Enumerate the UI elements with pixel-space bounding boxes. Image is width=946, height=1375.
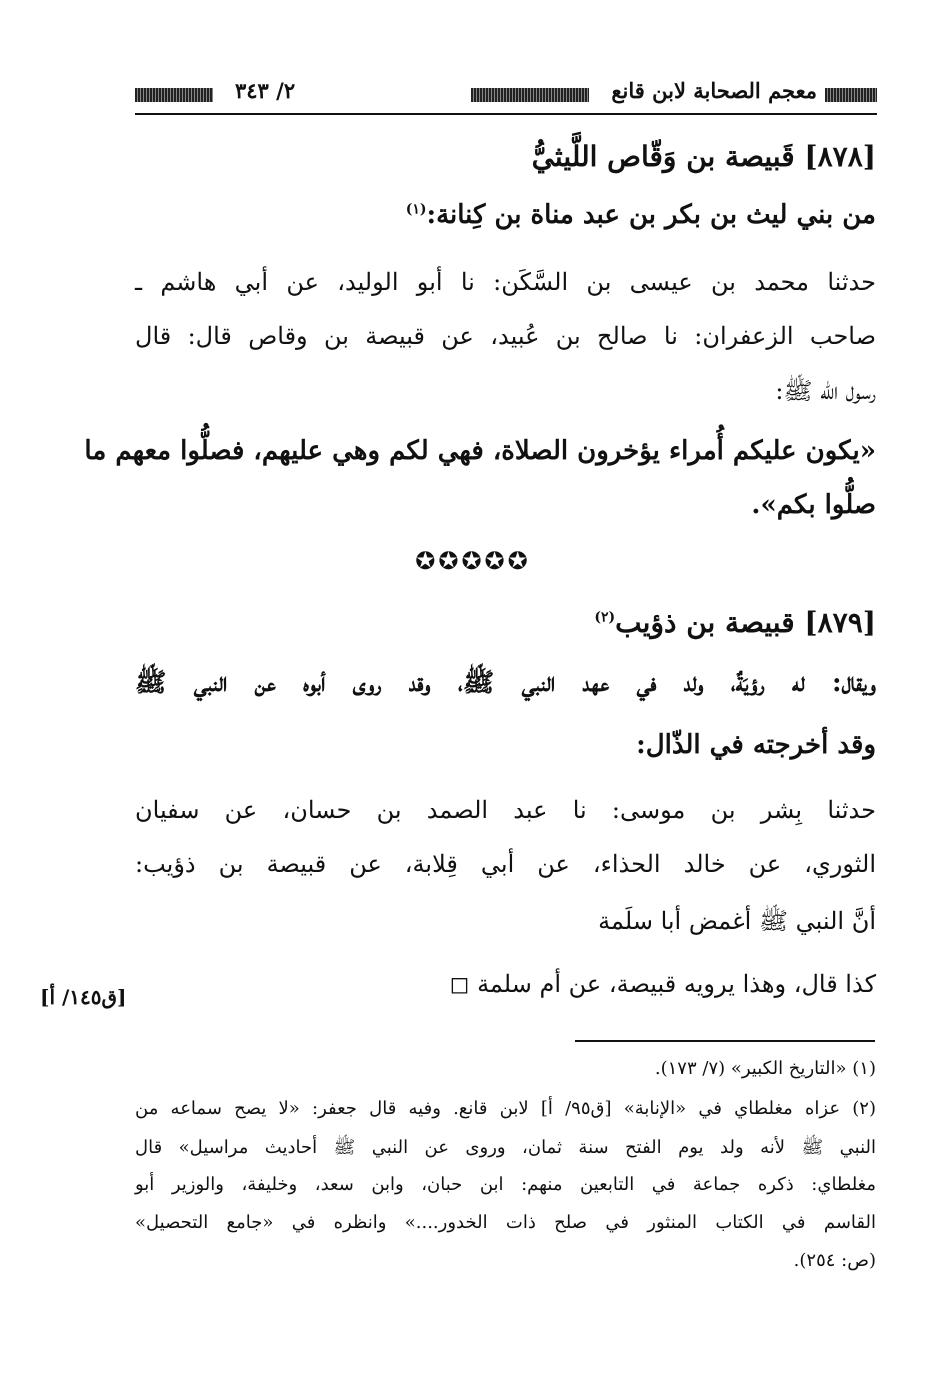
manuscript-folio-note: [ق١٤٥/ أ] (40, 985, 127, 1009)
footnote-2-line-1: (٢) عزاه مغلطاي في «الإنابة» [ق٩٥/ أ] لابن قانع. وفيه قال جعفر: «لا يصح سماعه من (135, 1098, 876, 1119)
header-ornament-right (825, 88, 877, 102)
footnote-ref-1: (١) (405, 201, 427, 218)
end-mark: ◻ (449, 970, 470, 998)
footnote-2-line-2: النبي ﷺ لأنه ولد يوم الفتح سنة ثمان، وروى عن النبي ﷺ أحاديث مراسيل» قال (135, 1137, 876, 1158)
header-ornament-middle (471, 88, 589, 102)
entry-879-note-line-1: ويقال: له رؤيَةٌ، ولد في عهد النبي ﷺ، وقد روى أبوه عن النبي ﷺ (135, 668, 876, 698)
footnote-rule (575, 1040, 875, 1042)
footnote-1: (١) «التاريخ الكبير» (٧/ ١٧٣). (654, 1058, 876, 1079)
entry-879-comment-text: كذا قال، وهذا يرويه قبيصة، عن أم سلمة (477, 970, 876, 998)
entry-879-note-line-2: وقد أخرجته في الذّال: (636, 730, 876, 760)
header-page-number: ٢/ ٣٤٣ (235, 78, 296, 103)
entry-878-hadith-line-1: «يكون عليكم أُمراء يؤخرون الصلاة، فهي لكم وهي عليهم، فصلُّوا معهم ما (84, 436, 876, 466)
entry-879-title (594, 606, 876, 639)
entry-879-matn-line: أنَّ النبي ﷺ أغمض أبا سلَمة (598, 907, 876, 935)
header-book-title: معجم الصحابة لابن قانع (611, 78, 817, 103)
header-ornament-left (135, 88, 213, 102)
header-rule (135, 113, 877, 115)
entry-878-hadith-line-2: صلُّوا بكم». (751, 490, 876, 520)
footnote-ref-2: (٢) (594, 609, 616, 626)
entry-878-lineage (406, 200, 876, 230)
entry-879-title-text: [٨٧٩] قبيصة بن ذؤيب (615, 606, 876, 639)
running-header (135, 78, 877, 108)
entry-879-comment-line (450, 970, 877, 998)
entry-878-isnad-line-3: رسول الله ﷺ: (775, 377, 876, 405)
entry-878-isnad-line-2: صاحب الزعفران: نا صالح بن عُبيد، عن قبيصة بن وقاص قال: قال (135, 322, 877, 350)
footnote-2-line-5: (ص: ٢٥٤). (793, 1250, 876, 1271)
footnote-2-line-4: القاسم في الكتاب المنثور في صلح ذات الخدور....» وانظره في «جامع التحصيل» (135, 1212, 876, 1233)
entry-878-lineage-text: من بني ليث بن بكر بن عبد مناة بن كِنانة: (426, 200, 876, 230)
entry-879-isnad-line-2: الثوري، عن خالد الحذاء، عن أبي قِلابة، عن قبيصة بن ذؤيب: (135, 850, 876, 878)
entry-878-title: [٨٧٨] قَبيصة بن وَقّاص اللَّيثيُّ (531, 140, 876, 173)
entry-879-isnad-line-1: حدثنا بِشر بن موسى: نا عبد الصمد بن حسان، عن سفيان (135, 796, 876, 824)
section-separator: ✪✪✪✪✪ (415, 547, 531, 575)
footnote-2-line-3: مغلطاي: ذكره جماعة في التابعين منهم: ابن حبان، وابن سعد، وخليفة، والوزير أبو (135, 1174, 876, 1195)
entry-878-isnad-line-1: حدثنا محمد بن عيسى بن السَّكَن: نا أبو الوليد، عن أبي هاشم ـ (135, 268, 876, 296)
